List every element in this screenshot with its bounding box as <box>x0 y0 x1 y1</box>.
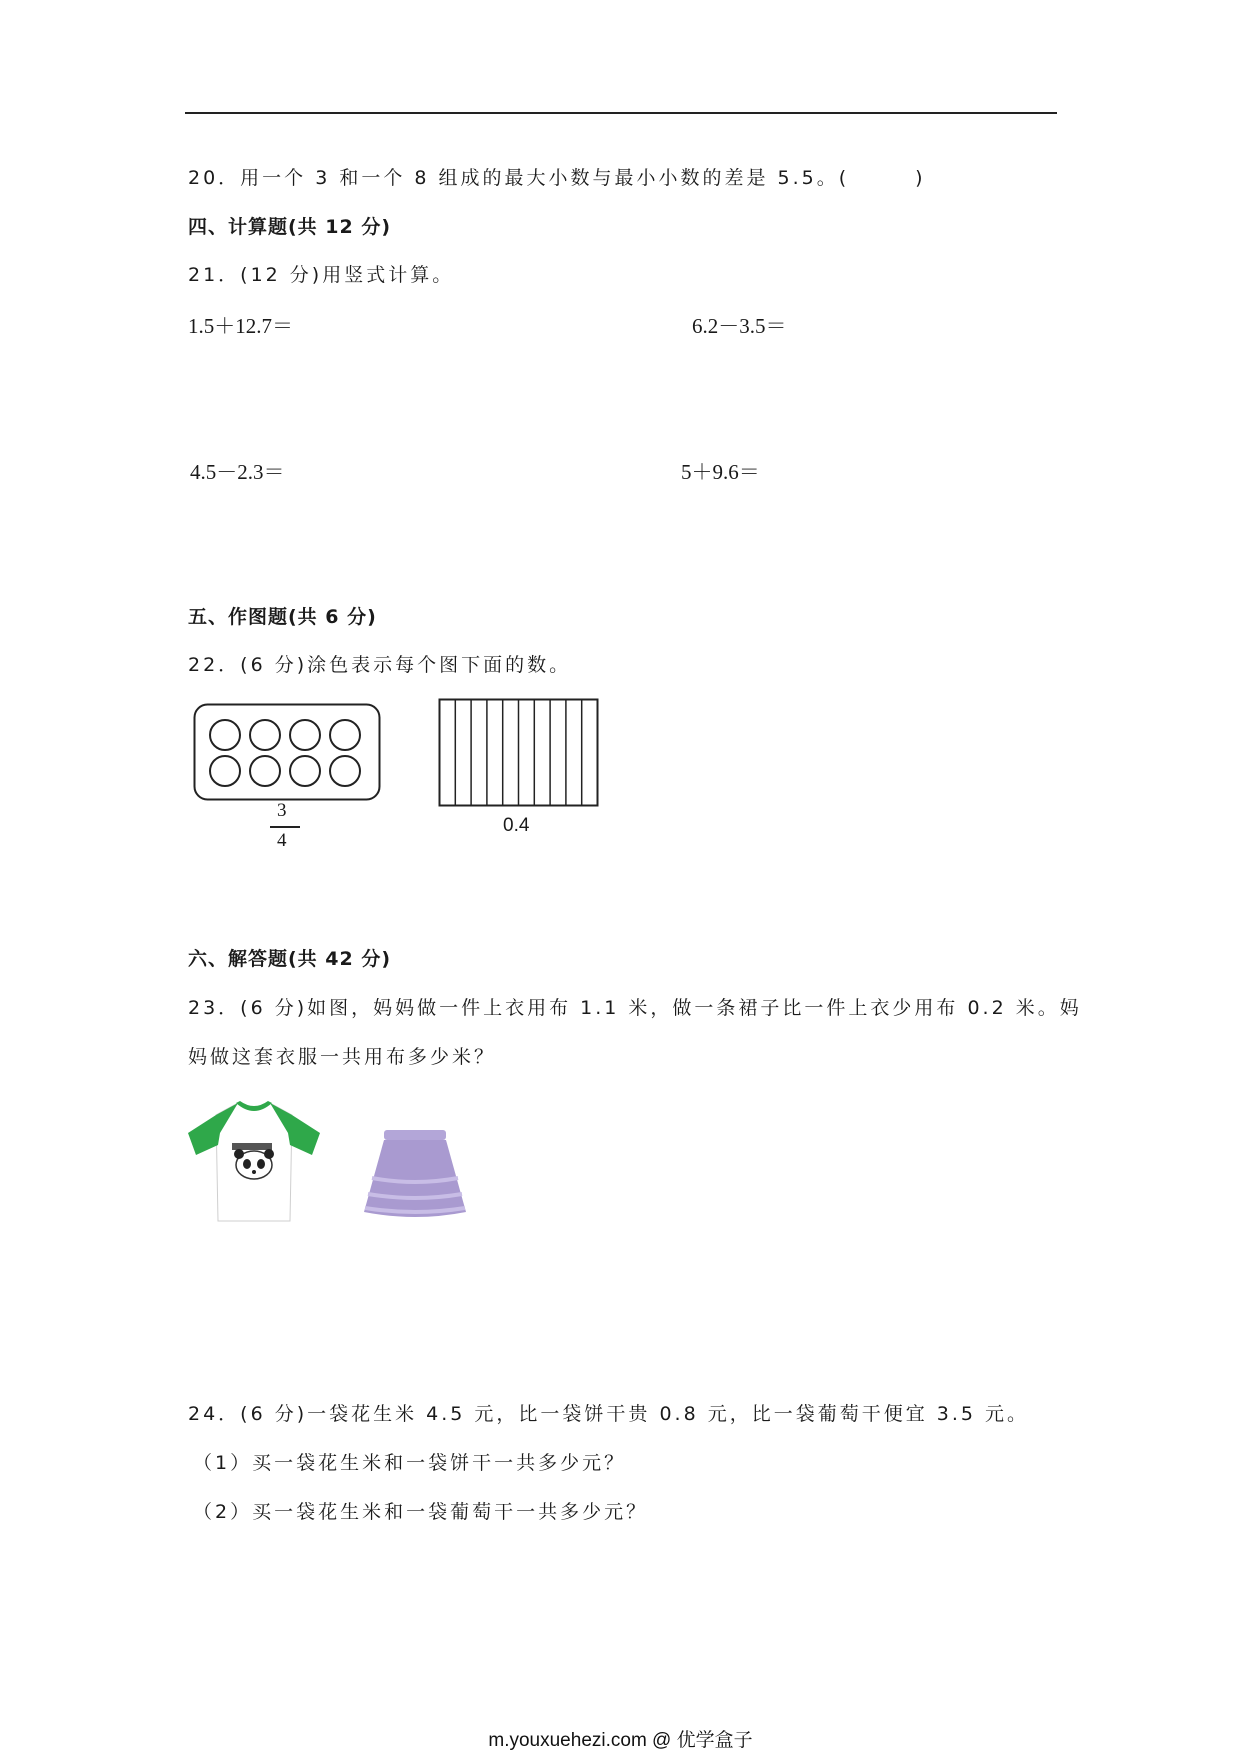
calc-item-2: 6.2－3.5＝ <box>692 314 787 338</box>
question-24: 24．(6 分)一袋花生米 4.5 元，比一袋饼干贵 0.8 元，比一袋葡萄干便宜 3.5 元。 <box>188 1403 1030 1425</box>
calc-item-1: 1.5＋12.7＝ <box>188 314 293 338</box>
strips-figure <box>438 698 600 808</box>
calc-item-4: 5＋9.6＝ <box>681 460 760 484</box>
section-4-title: 四、计算题(共 12 分) <box>188 216 392 238</box>
fraction-bar <box>270 826 300 828</box>
question-20: 20．用一个 3 和一个 8 组成的最大小数与最小小数的差是 5.5。( ) <box>188 167 926 189</box>
circles-figure <box>193 703 381 801</box>
skirt-icon <box>360 1128 470 1220</box>
question-21: 21．(12 分)用竖式计算。 <box>188 264 455 286</box>
question-24-sub-1: （1）买一袋花生米和一袋饼干一共多少元？ <box>193 1452 627 1474</box>
tshirt-icon <box>186 1093 322 1223</box>
question-23-line-1: 23．(6 分)如图，妈妈做一件上衣用布 1.1 米，做一条裙子比一件上衣少用布 0.2 米。妈 <box>188 997 1082 1019</box>
top-rule <box>185 112 1057 114</box>
question-23-line-2: 妈做这套衣服一共用布多少米？ <box>188 1046 497 1068</box>
question-24-sub-2: （2）买一袋花生米和一袋葡萄干一共多少元？ <box>193 1501 649 1523</box>
question-22: 22．(6 分)涂色表示每个图下面的数。 <box>188 654 572 676</box>
section-6-title: 六、解答题(共 42 分) <box>188 948 392 970</box>
decimal-label: 0.4 <box>503 815 530 836</box>
fraction-denominator: 4 <box>277 830 287 851</box>
section-5-title: 五、作图题(共 6 分) <box>188 606 377 628</box>
calc-item-3: 4.5－2.3＝ <box>190 460 285 484</box>
fraction-numerator: 3 <box>277 800 287 821</box>
footer-watermark[interactable]: m.youxuehezi.com @ 优学盒子 <box>488 1730 753 1751</box>
